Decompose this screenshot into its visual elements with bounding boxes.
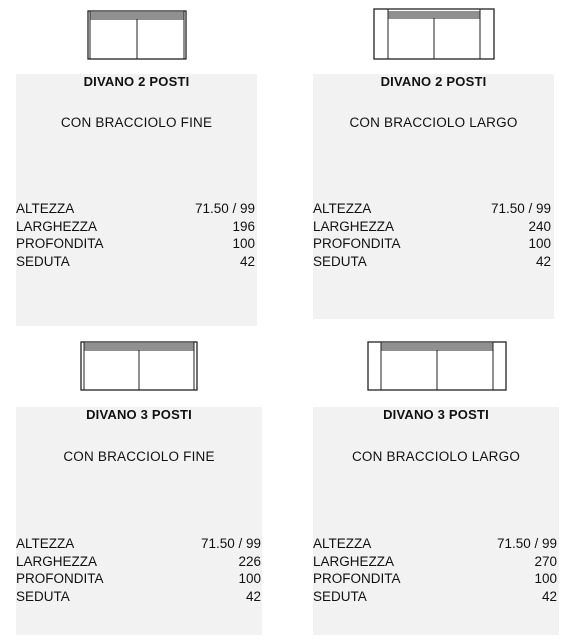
spec-label: LARGHEZZA <box>313 553 395 569</box>
spec-value: 270 <box>534 553 557 569</box>
spec-value: 42 <box>239 253 255 269</box>
spec-row-larghezza <box>313 218 551 236</box>
spec-label: SEDUTA <box>16 253 70 269</box>
spec-label: SEDUTA <box>16 588 70 604</box>
sofa-3-seat-thin-arm-icon <box>80 341 198 391</box>
spec-row-seduta <box>16 253 255 271</box>
sofa-2-seat-thin-arm-icon <box>87 10 187 60</box>
spec-value: 100 <box>232 236 255 251</box>
spec-row-larghezza <box>16 553 261 571</box>
product-subtitle: CON BRACCIOLO LARGO <box>349 115 518 130</box>
spec-row-profondita <box>16 235 255 253</box>
spec-label: SEDUTA <box>313 253 367 269</box>
spec-row-larghezza <box>16 218 255 236</box>
spec-label: LARGHEZZA <box>313 218 395 234</box>
spec-row-profondita <box>16 570 261 588</box>
product-title: DIVANO 2 POSTI <box>380 74 487 89</box>
product-subtitle: CON BRACCIOLO LARGO <box>351 449 521 464</box>
spec-value: 100 <box>528 236 551 251</box>
sofa-3-seat-wide-arm-icon <box>367 341 507 391</box>
product-panel <box>16 407 262 635</box>
spec-label: ALTEZZA <box>16 201 75 216</box>
spec-list <box>16 535 261 605</box>
spec-row-profondita <box>313 570 557 588</box>
product-panel <box>313 74 554 319</box>
spec-value: 196 <box>232 218 255 234</box>
spec-label: ALTEZZA <box>313 536 372 551</box>
spec-value: 71.50 / 99 <box>496 536 557 551</box>
product-title: DIVANO 3 POSTI <box>383 407 489 422</box>
spec-row-altezza <box>313 200 551 218</box>
spec-value: 100 <box>534 571 557 586</box>
spec-row-larghezza <box>313 553 557 571</box>
spec-list <box>313 535 557 605</box>
spec-value: 71.50 / 99 <box>490 201 551 216</box>
spec-label: SEDUTA <box>313 588 367 604</box>
spec-label: PROFONDITA <box>313 236 401 251</box>
spec-list <box>313 200 551 270</box>
product-subtitle: CON BRACCIOLO FINE <box>63 449 215 464</box>
spec-value: 240 <box>528 218 551 234</box>
sofa-2-seat-wide-arm-icon <box>373 8 495 60</box>
spec-row-profondita <box>313 235 551 253</box>
spec-value: 42 <box>535 253 551 269</box>
spec-label: LARGHEZZA <box>16 553 98 569</box>
spec-value: 71.50 / 99 <box>194 201 255 216</box>
spec-row-altezza <box>16 200 255 218</box>
product-title: DIVANO 2 POSTI <box>83 74 190 89</box>
spec-row-altezza <box>313 535 557 553</box>
product-panel <box>313 407 559 635</box>
spec-value: 226 <box>238 553 261 569</box>
spec-row-seduta <box>313 253 551 271</box>
spec-label: PROFONDITA <box>16 236 104 251</box>
spec-label: LARGHEZZA <box>16 218 98 234</box>
spec-value: 42 <box>541 588 557 604</box>
spec-label: PROFONDITA <box>16 571 104 586</box>
product-panel <box>16 74 257 326</box>
spec-value: 100 <box>238 571 261 586</box>
spec-label: PROFONDITA <box>313 571 401 586</box>
spec-list <box>16 200 255 270</box>
spec-row-seduta <box>313 588 557 606</box>
spec-label: ALTEZZA <box>313 201 372 216</box>
product-title: DIVANO 3 POSTI <box>86 407 192 422</box>
spec-row-seduta <box>16 588 261 606</box>
spec-label: ALTEZZA <box>16 536 75 551</box>
spec-value: 71.50 / 99 <box>200 536 261 551</box>
spec-value: 42 <box>245 588 261 604</box>
product-subtitle: CON BRACCIOLO FINE <box>60 115 213 130</box>
spec-row-altezza <box>16 535 261 553</box>
